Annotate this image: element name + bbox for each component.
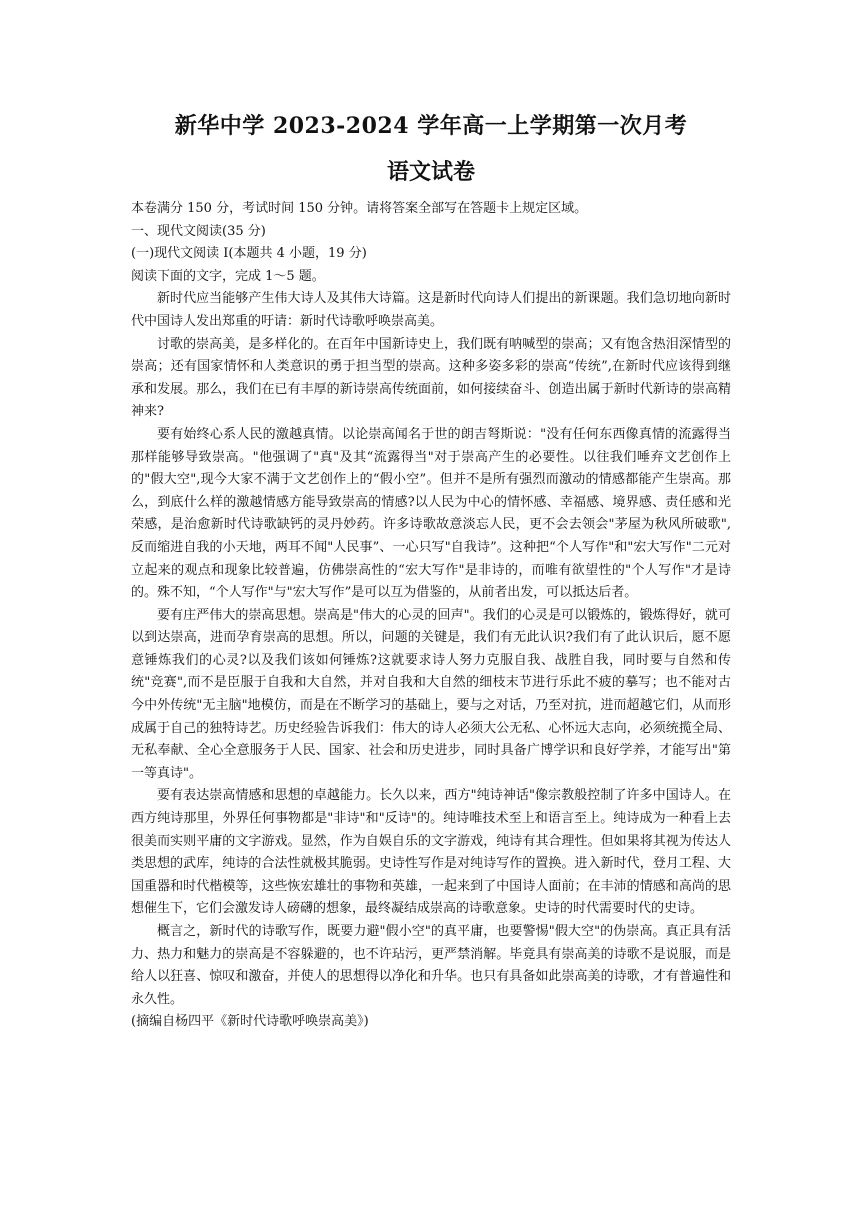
exam-instructions: 本卷满分 150 分，考试时间 150 分钟。请将答案全部写在答题卡上规定区域。 <box>131 201 588 216</box>
exam-page <box>131 110 731 1034</box>
subsection-heading: (一)现代文阅读 I(本题共 4 小题，19 分) <box>131 246 367 262</box>
article-paragraph: 要有始终心系人民的激越真情。以论崇高闻名于世的朗吉弩斯说："没有任何东西像真情的流露得当那样能够导致崇高。"他强调了"真"及其“流露得当"对于崇高产生的必要性。以往我们唾弃文艺创作上的"假大空",现今大家不满于文艺创作上的“假小空”。但并不是所有强烈而激动的情感都能产生崇高。那么，到底什么样的激越情感方能导致崇高的情感?以人民为中心的情怀感、幸福感、境界感、责任感和光荣感，是治愈新时代诗歌缺钙的灵丹妙药。许多诗歌故意淡忘人民，更不会去领会"茅屋为秋风所破歌",反而缩进自我的小天地，两耳不闻"人民事”、一心只写"自我诗”。这种把“个人写作"和"宏大写作"二元对立起来的观点和现象比较普遍，仿佛崇高性的“宏大写作"是非诗的，而唯有欲望性的"个人写作"才是诗的。殊不知，“个人写作"与"宏大写作”是可以互为借鉴的，从前者出发，可以抵达后者。 <box>131 426 731 601</box>
section-heading: 一、现代文阅读(35 分) <box>131 223 266 239</box>
article-paragraph: 要有庄严伟大的崇高思想。崇高是"伟大的心灵的回声"。我们的心灵是可以锻炼的，锻炼得好，就可以到达崇高，进而孕育崇高的思想。所以，问题的关键是，我们有无此认识?我们有了此认识后，愿不愿意锤炼我们的心灵?以及我们该如何锤炼?这就要求诗人努力克服自我、战胜自我，同时要与自然和传统"竞赛",而不是臣服于自我和大自然，并对自我和大自然的细枝末节进行乐此不疲的摹写；也不能对古今中外传统"无主脑"地模仿，而是在不断学习的基础上，要与之对话，乃至对抗，进而超越它们，从而形成属于自己的独特诗艺。历史经验告诉我们：伟大的诗人必须大公无私、心怀远大志向，必须统揽全局、无私奉献、全心全意服务于人民、国家、社会和历史进步，同时具备广博学识和良好学养，才能写出"第一等真诗"。 <box>131 607 731 781</box>
exam-subtitle: 语文试卷 <box>386 159 475 185</box>
article-body <box>131 288 731 1011</box>
article-paragraph: 概言之，新时代的诗歌写作，既要力避"假小空"的真平庸，也要警惕"假大空"的伪崇高。真正具有活力、热力和魅力的崇高是不容躲避的，也不许玷污，更严禁消解。毕竟具有崇高美的诗歌不是说服，而是给人以狂喜、惊叹和激奋，并使人的思想得以净化和升华。也只有具备如此崇高美的诗歌，才有普遍性和永久性。 <box>131 924 731 1007</box>
article-paragraph: 新时代应当能够产生伟大诗人及其伟大诗篇。这是新时代向诗人们提出的新课题。我们急切地向新时代中国诗人发出郑重的吁请：新时代诗歌呼唤崇高美。 <box>131 291 731 329</box>
exam-title: 新华中学 2023-2024 学年高一上学期第一次月考 <box>174 113 688 139</box>
article-paragraph: 讨歌的崇高美，是多样化的。在百年中国新诗史上，我们既有呐喊型的崇高；又有饱含热泪深情型的崇高；还有国家情怀和人类意识的勇于担当型的崇高。这种多姿多彩的崇高“传统”,在新时代应该得到继承和发展。那么，我们在已有丰厚的新诗崇高传统面前，如何接续奋斗、创造出属于新时代新诗的崇高精神来? <box>131 336 731 420</box>
article-source: (摘编自杨四平《新时代诗歌呼唤崇高美》) <box>131 1014 369 1030</box>
article-paragraph: 要有表达崇高情感和思想的卓越能力。长久以来，西方"纯诗神话"像宗教般控制了许多中国诗人。在西方纯诗那里，外界任何事物都是"非诗"和"反诗"的。纯诗唯技术至上和语言至上。纯诗成为一种看上去很美而实则平庸的文字游戏。显然，作为自娱自乐的文字游戏，纯诗有其合理性。但如果将其视为传达人类思想的武库，纯诗的合法性就极其脆弱。史诗性写作是对纯诗写作的置换。进入新时代，登月工程、大国重器和时代楷模等，这些恢宏雄壮的事物和英雄，一起来到了中国诗人面前；在丰沛的情感和高尚的思想催生下，它们会激发诗人磅礴的想象，最终凝结成崇高的诗歌意象。史诗的时代需要时代的史诗。 <box>131 788 731 917</box>
reading-task: 阅读下面的文字，完成 1～5 题。 <box>131 268 325 284</box>
